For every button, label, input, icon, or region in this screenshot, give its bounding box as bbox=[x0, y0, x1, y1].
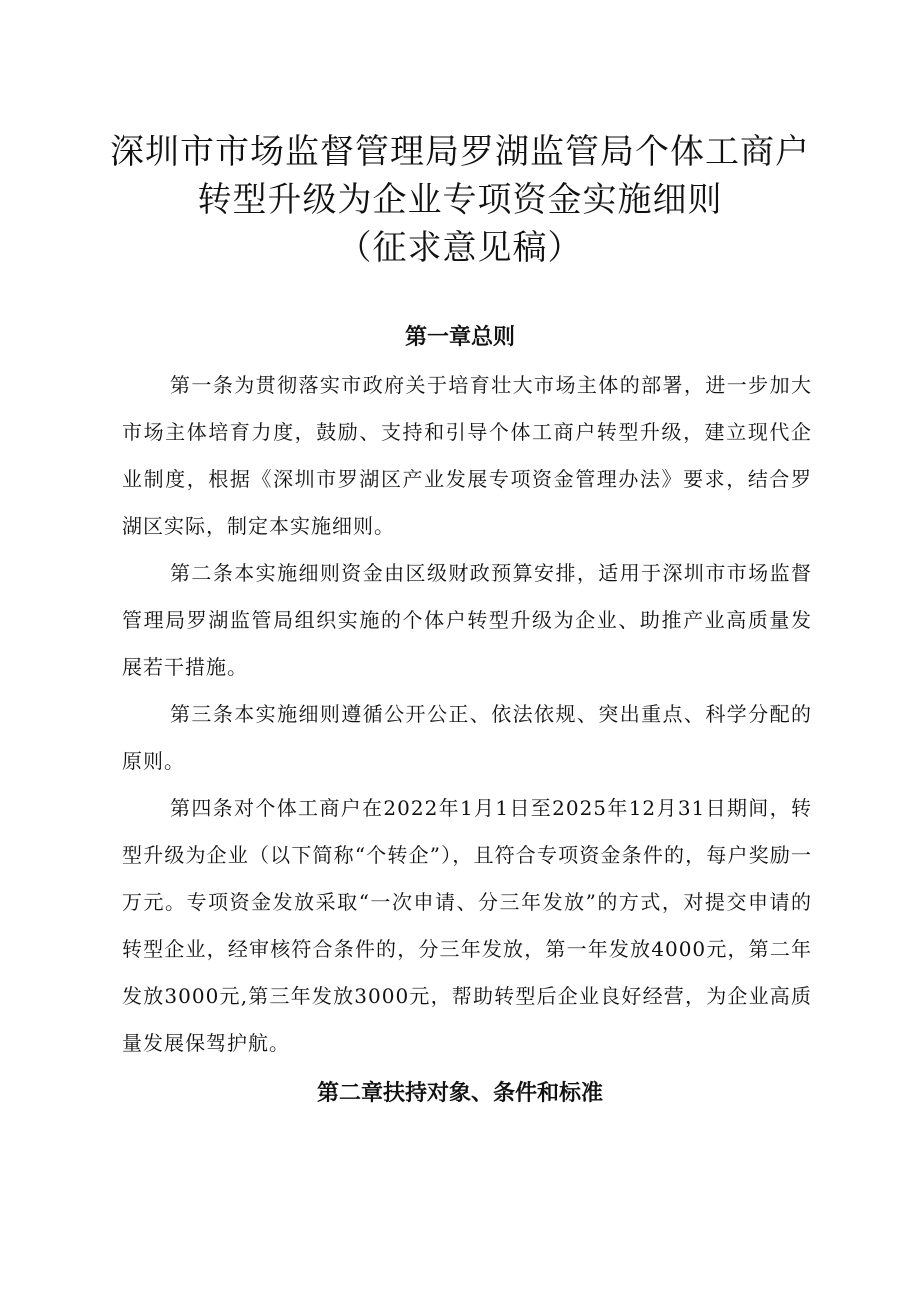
article-3: 第三条本实施细则遵循公开公正、依法依规、突出重点、科学分配的原则。 bbox=[122, 702, 812, 773]
article-1: 第一条为贯彻落实市政府关于培育壮大市场主体的部署，进一步加大市场主体培育力度，鼓励、支持和引导个体工商户转型升级，建立现代企业制度，根据《深圳市罗湖区产业发展专项资金管理办法》要求，结合罗湖区实际，制定本实施细则。 bbox=[122, 373, 812, 538]
chapter-1-heading: 第一章总则 bbox=[404, 325, 515, 350]
title-line-2: 转型升级为企业专项资金实施细则 bbox=[197, 180, 723, 220]
article-4: 第四条对个体工商户在2022年1月1日至2025年12月31日期间，转型升级为企业（以下简称“个转企”），且符合专项资金条件的，每户奖励一万元。专项资金发放采取“一次申请、分三年发放”的方式，对提交申请的转型企业，经审核符合条件的，分三年发放，第一年发放4000元，第二年发放3000元,第三年发放3000元，帮助转型后企业良好经营，为企业高质量发展保驾护航。 bbox=[122, 796, 812, 1055]
document-title bbox=[0, 128, 920, 272]
title-line-1: 深圳市市场监督管理局罗湖监管局个体工商户 bbox=[110, 132, 810, 172]
chapter-2-heading: 第二章扶持对象、条件和标准 bbox=[316, 1081, 603, 1106]
title-line-3: （征求意见稿） bbox=[337, 228, 583, 268]
article-2: 第二条本实施细则资金由区级财政预算安排，适用于深圳市市场监督管理局罗湖监管局组织实施的个体户转型升级为企业、助推产业高质量发展若干措施。 bbox=[122, 561, 812, 679]
